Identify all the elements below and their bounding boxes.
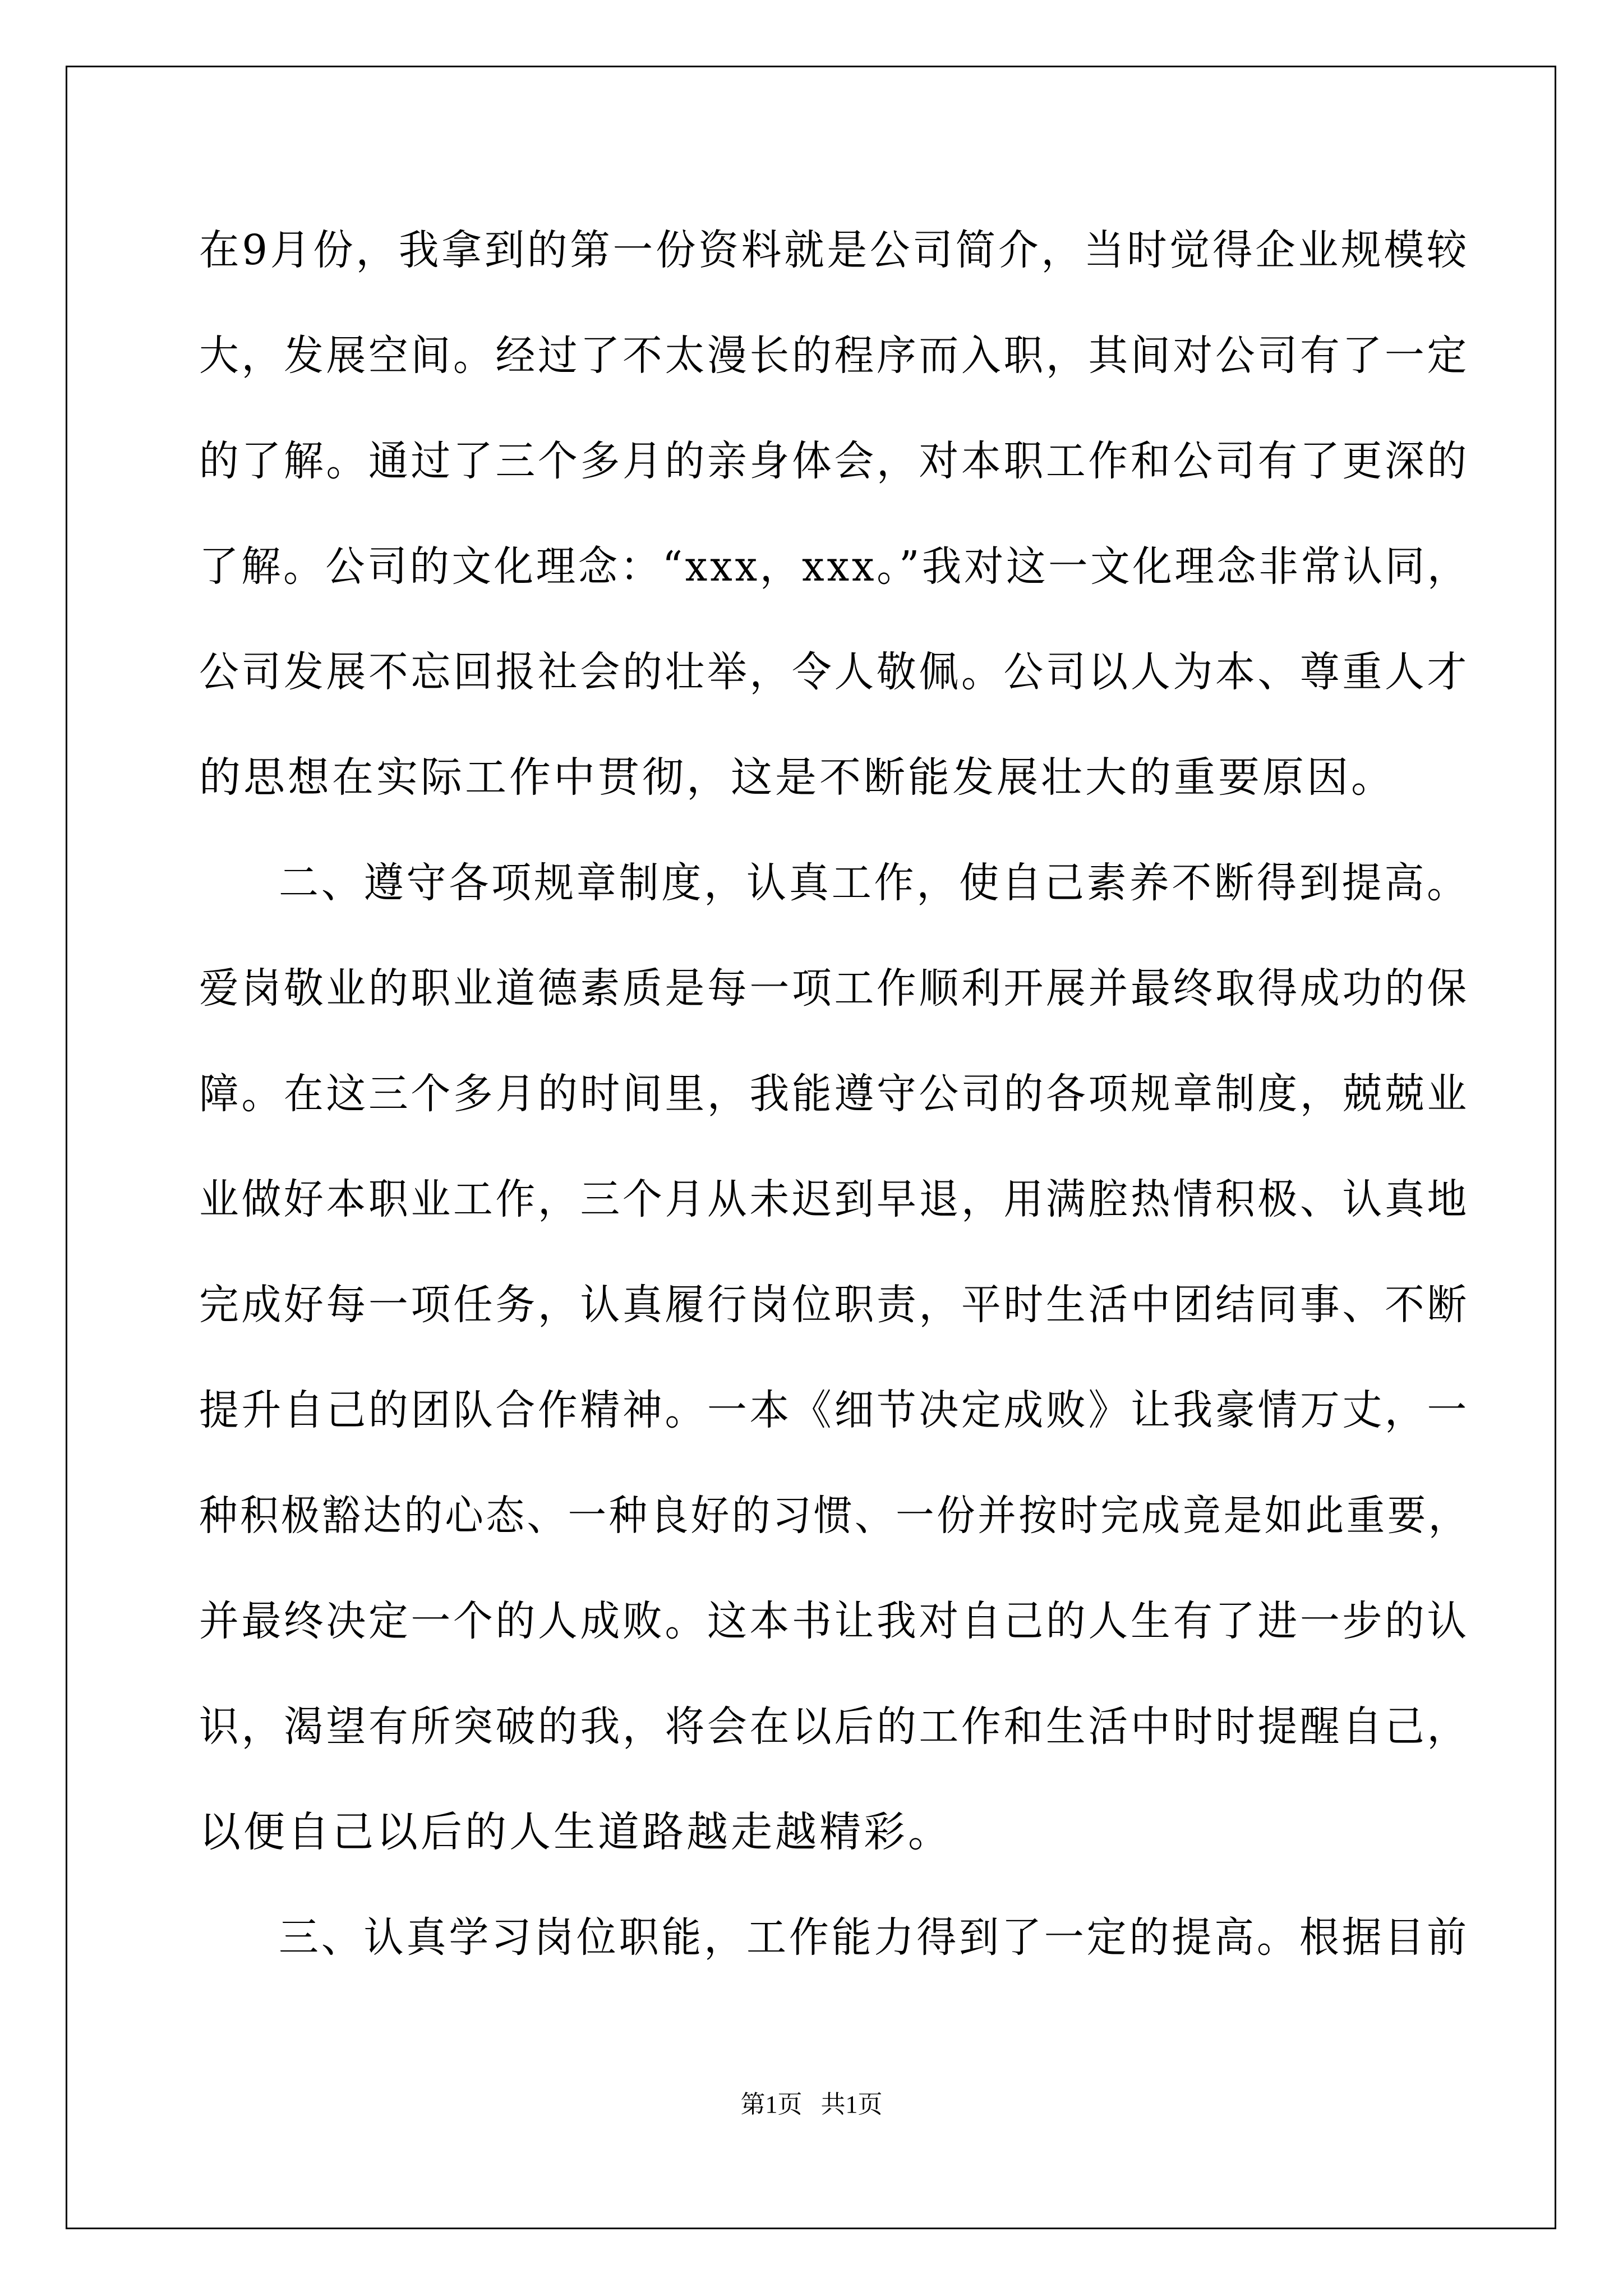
- text-line: 在9月份，我拿到的第一份资料就是公司简介，当时觉得企业规模较: [199, 226, 1470, 274]
- document-body: [199, 197, 1469, 1990]
- page-footer: 第1页 共1页: [740, 2091, 883, 2118]
- text-line: 并最终决定一个的人成败。这本书让我对自己的人生有了进一步的认: [199, 1597, 1469, 1645]
- text-line: 大，发展空间。经过了不太漫长的程序而入职，其间对公司有了一定: [199, 332, 1469, 380]
- text-line: 业做好本职业工作，三个月从未迟到早退，用满腔热情积极、认真地: [199, 1175, 1469, 1223]
- text-line: 的了解。通过了三个多月的亲身体会，对本职工作和公司有了更深的: [199, 437, 1469, 485]
- text-line: 了解。公司的文化理念：“xxx，xxx。”我对这一文化理念非常认同，: [199, 542, 1470, 591]
- paragraph-heading-line: 二、遵守各项规章制度，认真工作，使自己素养不断得到提高。: [279, 859, 1469, 907]
- text-line: 的思想在实际工作中贯彻，这是不断能发展壮大的重要原因。: [199, 753, 1395, 802]
- text-line: 提升自己的团队合作精神。一本《细节决定成败》让我豪情万丈，一: [199, 1386, 1469, 1434]
- text-line: 识，渴望有所突破的我，将会在以后的工作和生活中时时提醒自己，: [199, 1703, 1469, 1751]
- text-line: 种积极豁达的心态、一种良好的习惯、一份并按时完成竟是如此重要，: [199, 1492, 1469, 1540]
- text-line: 公司发展不忘回报社会的壮举，令人敬佩。公司以人为本、尊重人才: [199, 648, 1469, 696]
- text-line: 完成好每一项任务，认真履行岗位职责，平时生活中团结同事、不断: [199, 1281, 1469, 1329]
- paragraph-heading-line: 三、认真学习岗位职能，工作能力得到了一定的提高。根据目前: [279, 1913, 1469, 1962]
- text-line: 障。在这三个多月的时间里，我能遵守公司的各项规章制度，兢兢业: [199, 1070, 1469, 1118]
- text-line: 爱岗敬业的职业道德素质是每一项工作顺利开展并最终取得成功的保: [199, 964, 1469, 1013]
- text-line: 以便自己以后的人生道路越走越精彩。: [199, 1808, 952, 1856]
